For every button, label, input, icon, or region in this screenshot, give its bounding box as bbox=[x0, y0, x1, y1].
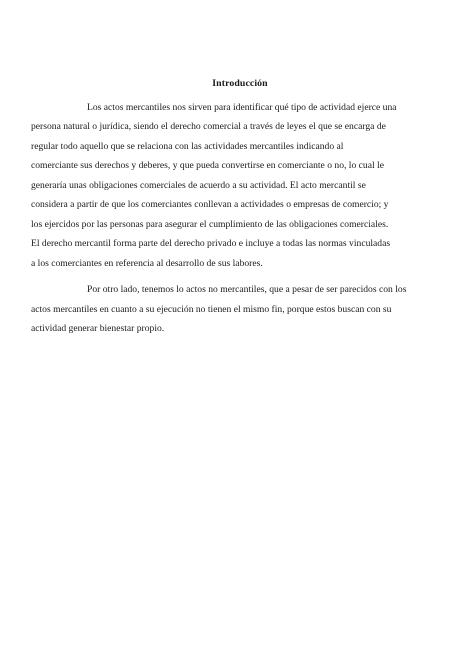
paragraph-line: generaría unas obligaciones comerciales de acuerdo a su actividad. El acto mercantil se bbox=[31, 179, 366, 191]
paragraph-line: comerciante sus derechos y deberes, y que pueda convertirse en comerciante o no, lo cual le bbox=[31, 160, 384, 171]
document-title: Introducción bbox=[212, 78, 268, 89]
paragraph-1 bbox=[31, 98, 421, 274]
paragraph-line: a los comerciantes en referencia al desarrollo de sus labores. bbox=[31, 257, 263, 269]
paragraph-2 bbox=[31, 280, 421, 339]
paragraph-spacer bbox=[59, 273, 421, 280]
paragraph-line: Los actos mercantiles nos sirven para identificar qué tipo de actividad ejerce una bbox=[87, 101, 397, 113]
paragraph-line: los ejercidos por las personas para asegurar el cumplimiento de las obligaciones comerciales. bbox=[31, 218, 389, 230]
paragraph-line: considera a partir de que los comerciantes conllevan a actividades o empresas de comercio; y bbox=[31, 199, 389, 210]
paragraph-line: persona natural o jurídica, siendo el derecho comercial a través de leyes el que se encarga de bbox=[31, 121, 386, 132]
document-body bbox=[31, 74, 421, 339]
paragraph-line: regular todo aquello que se relaciona con las actividades mercantiles indicando al bbox=[31, 140, 344, 152]
paragraph-line: Por otro lado, tenemos lo actos no mercantiles, que a pesar de ser parecidos con los bbox=[87, 284, 407, 295]
paragraph-line: actos mercantiles en cuanto a su ejecución no tienen el mismo fin, porque estos buscan con su bbox=[31, 303, 392, 315]
paragraph-line: El derecho mercantil forma parte del derecho privado e incluye a todas las normas vinculadas bbox=[31, 238, 391, 249]
paragraph-line: actividad generar bienestar propio. bbox=[31, 323, 165, 334]
